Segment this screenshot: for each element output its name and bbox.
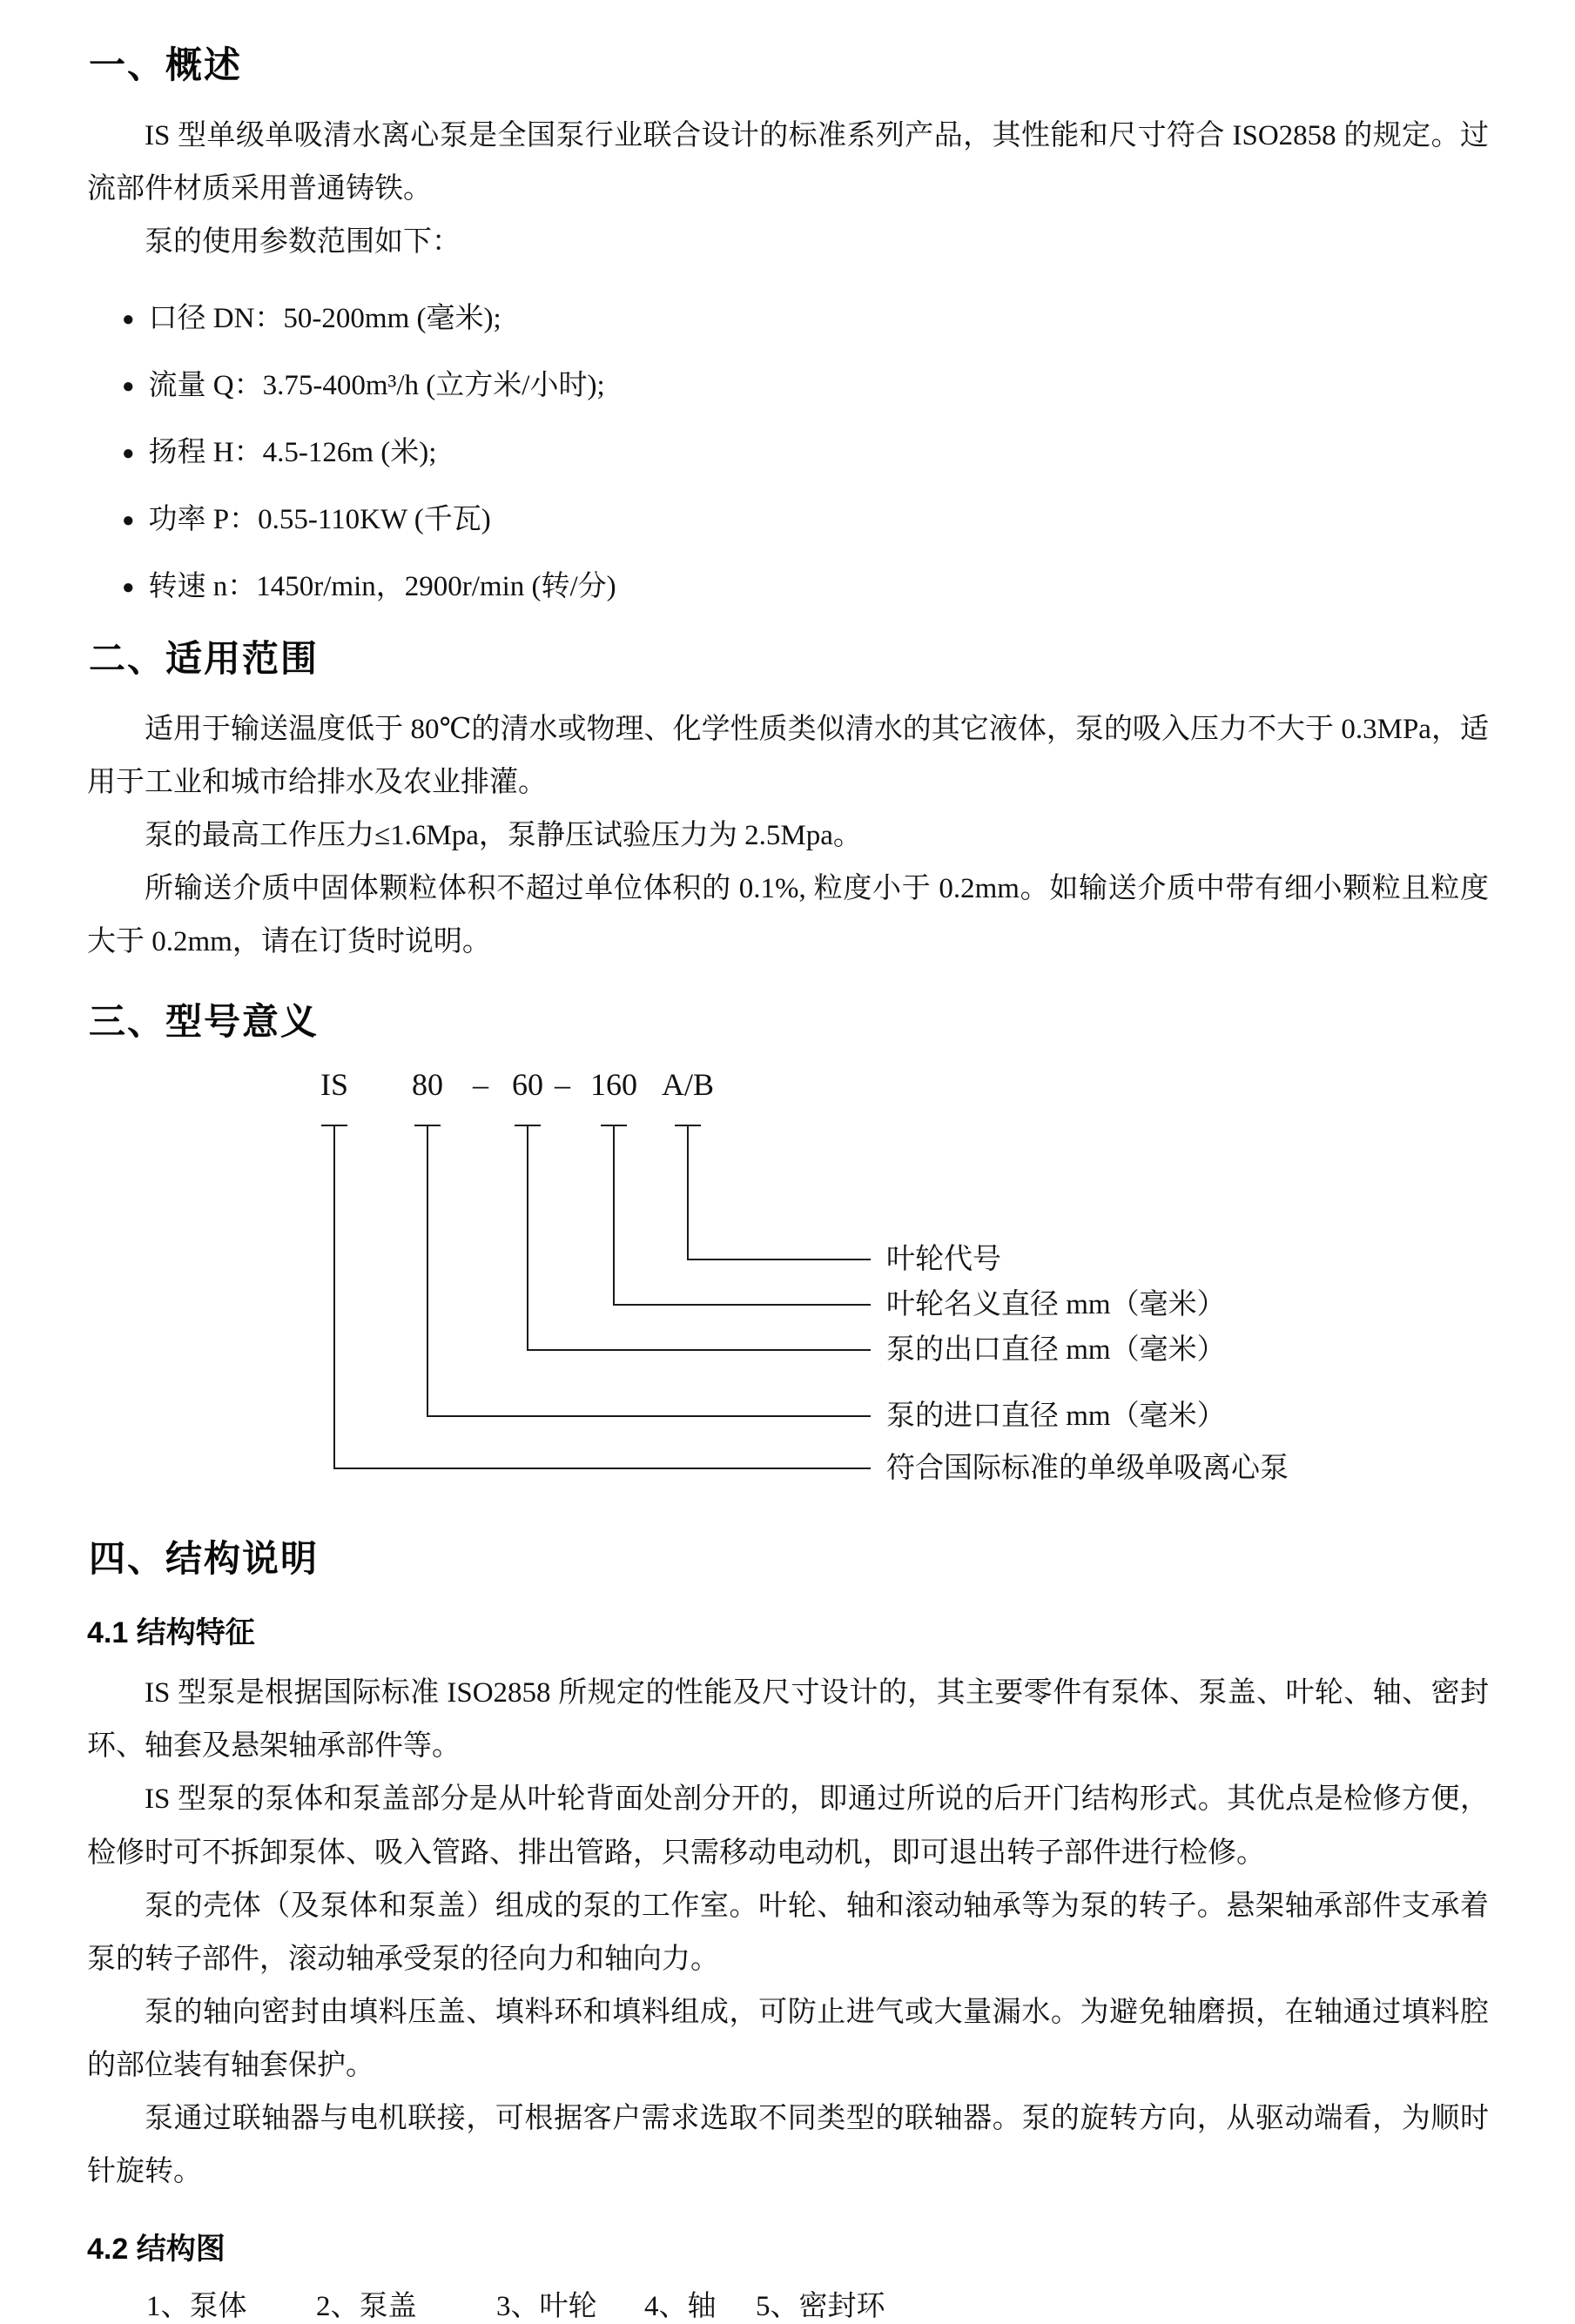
label-impeller-variant: 叶轮代号 <box>886 1244 1001 1276</box>
part-shaft: 4、轴 <box>644 2290 717 2322</box>
bullet-icon: ● <box>122 442 135 466</box>
range-paragraph-3: 所输送介质中固体颗粒体积不超过单位体积的 0.1%, 粒度小于 0.2mm。如输送介质中带有细小颗粒且粒度大于 0.2mm，请在订货时说明。 <box>87 873 1489 958</box>
overview-paragraph-2: 泵的使用参数范围如下： <box>145 226 461 259</box>
part-impeller: 3、叶轮 <box>496 2290 597 2322</box>
part-pump-cover: 2、泵盖 <box>316 2290 417 2322</box>
bullet-icon: ● <box>122 576 135 600</box>
model-code-dash: – <box>473 1067 488 1103</box>
range-paragraph-1: 适用于输送温度低于 80℃的清水或物理、化学性质类似清水的其它液体，泵的吸入压力不大于 0.3MPa，适用于工业和城市给排水及农业排灌。 <box>87 714 1489 799</box>
model-code-impeller-diameter: 160 <box>590 1067 637 1103</box>
structure-paragraph-1: IS 型泵是根据国际标准 ISO2858 所规定的性能及尺寸设计的，其主要零件有泵体、泵盖、叶轮、轴、密封环、轴套及悬架轴承部件等。 <box>87 1677 1489 1763</box>
parameter-speed: 转速 n：1450r/min，2900r/min (转/分) <box>148 571 616 603</box>
structure-paragraph-5: 泵通过联轴器与电机联接，可根据客户需求选取不同类型的联轴器。泵的旋转方向，从驱动端看，为顺时针旋转。 <box>87 2102 1489 2187</box>
connector-line-variant <box>687 1259 871 1260</box>
structure-paragraph-2: IS 型泵的泵体和泵盖部分是从叶轮背面处剖分开的，即通过所说的后开门结构形式。其优点是检修方便，检修时可不拆卸泵体、吸入管路、排出管路，只需移动电动机，即可退出转子部件进行检修。 <box>87 1783 1489 1869</box>
section-overview <box>87 37 1489 604</box>
model-code-series: IS <box>320 1067 349 1103</box>
section-4-heading: 四、结构说明 <box>89 1538 320 1580</box>
list-item <box>87 563 1489 604</box>
list-item <box>87 295 1489 336</box>
part-pump-body: 1、泵体 <box>146 2290 247 2322</box>
connector-line-series <box>333 1468 871 1469</box>
list-item <box>87 362 1489 403</box>
connector-line-impeller-diameter <box>613 1125 615 1306</box>
bullet-icon: ● <box>122 308 135 332</box>
subsection-4-2-heading: 4.2 结构图 <box>87 2232 225 2266</box>
model-code-outlet: 60 <box>512 1067 543 1103</box>
connector-line-outlet <box>527 1125 528 1351</box>
model-code-diagram <box>87 1066 1489 1506</box>
bullet-icon: ● <box>122 509 135 533</box>
connector-line-variant <box>687 1125 689 1260</box>
connector-line-impeller-diameter <box>613 1304 871 1306</box>
connector-line-inlet <box>427 1125 428 1417</box>
label-pump-standard: 符合国际标准的单级单吸离心泵 <box>886 1453 1289 1485</box>
section-applicable-range <box>87 630 1489 969</box>
part-seal-ring: 5、密封环 <box>756 2290 885 2322</box>
model-code-inlet: 80 <box>412 1067 443 1103</box>
list-item <box>87 429 1489 470</box>
model-code-impeller-variant: A/B <box>661 1067 715 1103</box>
parameter-flow: 流量 Q：3.75-400m³/h (立方米/小时); <box>148 370 605 402</box>
section-3-heading: 三、型号意义 <box>89 1001 320 1043</box>
section-model-meaning <box>87 993 1489 1506</box>
label-inlet-diameter: 泵的进口直径 mm（毫米） <box>886 1400 1226 1433</box>
section-structure-description <box>87 1530 1489 2322</box>
connector-line-outlet <box>527 1349 871 1351</box>
section-2-heading: 二、适用范围 <box>89 638 320 680</box>
subsection-4-1-heading: 4.1 结构特征 <box>87 1616 255 1650</box>
label-outlet-diameter: 泵的出口直径 mm（毫米） <box>886 1334 1226 1367</box>
connector-line-series <box>333 1125 335 1469</box>
structure-paragraph-4: 泵的轴向密封由填料压盖、填料环和填料组成，可防止进气或大量漏水。为避免轴磨损，在轴通过填料腔的部位装有轴套保护。 <box>87 1996 1489 2081</box>
list-item <box>87 496 1489 537</box>
structure-paragraph-3: 泵的壳体（及泵体和泵盖）组成的泵的工作室。叶轮、轴和滚动轴承等为泵的转子。悬架轴承部件支承着泵的转子部件，滚动轴承受泵的径向力和轴向力。 <box>87 1890 1489 1975</box>
parameter-power: 功率 P：0.55-110KW (千瓦) <box>148 504 491 536</box>
pump-parameter-list <box>87 295 1489 604</box>
connector-line-inlet <box>427 1415 871 1417</box>
section-1-heading: 一、概述 <box>89 44 243 85</box>
bullet-icon: ● <box>122 375 135 399</box>
parameter-head: 扬程 H：4.5-126m (米); <box>148 437 437 469</box>
parameter-diameter: 口径 DN：50-200mm (毫米); <box>148 303 501 335</box>
structure-figure-parts-list <box>87 2283 1489 2323</box>
label-impeller-diameter: 叶轮名义直径 mm（毫米） <box>886 1289 1226 1321</box>
range-paragraph-2: 泵的最高工作压力≤1.6Mpa，泵静压试验压力为 2.5Mpa。 <box>145 820 862 852</box>
model-code-dash: – <box>555 1067 570 1103</box>
overview-paragraph-1: IS 型单级单吸清水离心泵是全国泵行业联合设计的标准系列产品，其性能和尺寸符合 ISO2858 的规定。过流部件材质采用普通铸铁。 <box>87 120 1489 205</box>
